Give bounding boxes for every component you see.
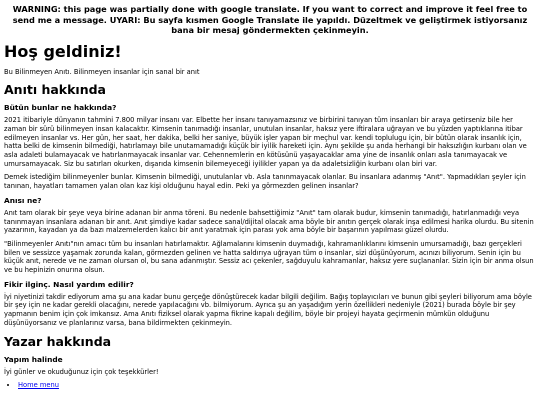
author-subheading: Yapım halinde — [4, 354, 63, 364]
help-paragraph: İyi niyetinizi takdir ediyorum ama şu ana kadar bunu gerçeğe dönüştürecek kadar bilgili değilim. Bağış toplayıcıları ve bunun gibi şeyleri biliyorum ama böyle bir şey için ne kadar gerekli olacağını, nerede yapılacağını vb. bilmiyorum. Ayrıca şu an yaşadığım yerin özellikleri nedeniyle (2021) burada böyle bir şey yapmanın benim için çok imkansız. Ama Anıtı fiziksel olarak yapma fikrine kapalı değilim, böyle bir projeyi hayata geçirmenin mümkün olduğunu düşünüyorsanız ve planlarınız varsa, bana bildirmekten çekinmeyin. — [4, 292, 532, 327]
why-paragraph-1: 2021 itibariyle dünyanın tahmini 7.800 milyar insanı var. Elbette her insanı tanıyamazsınız ve birbirini tanıyan tüm insanları bir araya getirseniz bile her zaman bir sürü bilinmeyen insan kalacaktır. Kimsenin tanımadığı insanlar, unutulan insanlar, haksız yere iftiralara uğrayan ve bu yüzden yaptıklarına itibar edilmeyen insanlar vs. Her gün, her saat, her dakika, belki her saniye, büyük işler yapan bir meçhul var. kendi toplulugu için, bir bütün olarak insanlık için, hatta belki de kimsenin bilmediği, hatırlamayı bile unutamamadığı küçük bir iyilik hareketi için. Aynı şekilde şu anda herhangi bir haksızlığın kurbanı olan ve asla adaleti bulamayacak ve hatırlanmayacak insanlar var. Cehennemlerin en kötüsünü yaşayacaklar ama yine de insanlık onları asla tanımayacak ve umursamayacak. Siz bu satırları okurken, dışarıda kimsenin bilemeyeceği iyilikler yapan ya da adaletsizliğin kurbanı olan biri var. — [4, 116, 527, 168]
what-paragraph-1: Anıt tam olarak bir şeye veya birine adanan bir anma töreni. Bu nedenle bahsettiğimiz "Anıt" tam olarak budur, kimsenin tanımadığı, hatırlanmadığı veya tanınmayan insanlara adanan bir anıt. Anıt şimdiye kadar sadece sanal/dijital olacak ama böyle bir anıtın gerçek olarak inşa edilmesi harika olurdu. Bu sitenin yazarının, kayadan ya da bazı malzemelerden kalıcı bir anıt yaratmak için parası yok ama böyle bir başarının yapılması güzel olurdu. — [4, 208, 534, 235]
author-heading: Yazar hakkında — [4, 333, 112, 349]
home-menu-link[interactable]: Home menu — [18, 381, 59, 390]
nav-item-home — [18, 381, 536, 390]
why-heading: Bütün bunlar ne hakkında? — [4, 103, 117, 113]
what-paragraph-2: "Bilinmeyenler Anıtı"nın amacı tüm bu insanları hatırlamaktır. Ağlamalarını kimsenin duymadığı, kahramanlıklarını kimsenin umursamadığı, bazı gerçekleri bilen ve sessizce yaşamak zorunda kalan, görmezden gelinen ve hatta saldırıya uğrayan tüm o insanlar, sizi düşünüyorum, acınızı biliyorum. Senin için bu küçük anıt, nerede ve ne zaman olursan ol, bu sana adanmıştır. Sessiz acı çekenler, sağduyulu kahramanlar, haksız yere suçlananlar. Sizin için bir anma olsun ve bu hepinizin onurına olsun. — [4, 239, 534, 275]
page-subtitle: Bu Bilinmeyen Anıtı. Bilinmeyen insanlar için sanal bir anıt — [4, 67, 200, 76]
page-title: Hoş geldiniz! — [4, 41, 122, 61]
author-paragraph: İyi günler ve okuduğunuz için çok teşekkürler! — [4, 367, 159, 376]
help-heading: Fikir ilginç. Nasıl yardım edilir? — [4, 279, 134, 289]
translation-warning: WARNING: this page was partially done with google translate. If you want to correct and improve it feel free to send me a message. UYARI: Bu sayfa kısmen Google Translate ile yapıldı. Düzeltmek ve geliştirmek istiyorsanız bana bir mesaj göndermekten çekinmeyin. — [12, 4, 528, 35]
why-paragraph-2: Demek istediğim bilinmeyenler bunlar. Kimsenin bilmediği, unutulanlar vb. Asla tanınmayacak olanlar. Bu insanlara adanmış "Anıt". Yapmadıkları şeyler için tanınan, hayatları tamamen yalan olan kaz kişi olduğunu hayal edin. Peki ya görmezden gelinen insanlar? — [4, 173, 526, 191]
monument-heading: Anıtı hakkında — [4, 82, 106, 98]
nav-list — [4, 381, 536, 390]
what-heading: Anısı ne? — [4, 195, 42, 205]
